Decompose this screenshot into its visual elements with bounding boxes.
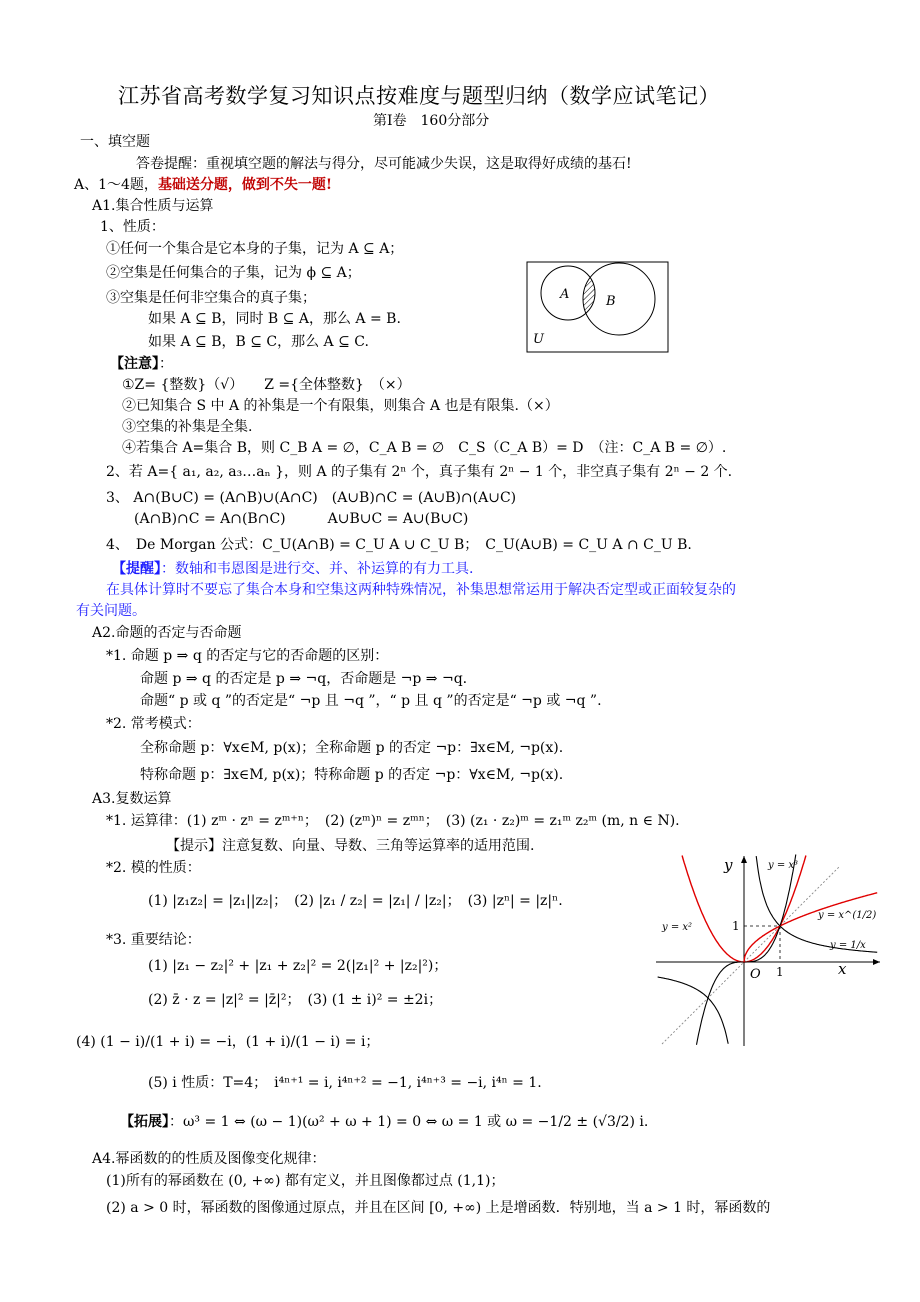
- label-x-squared: y = x²: [662, 922, 693, 933]
- a2-heading: A2.命题的否定与否命题: [92, 625, 242, 641]
- answer-tip: 答卷提醒：重视填空题的解法与得分，尽可能减少失误，这是取得好成绩的基石!: [136, 156, 632, 172]
- note-title: 【注意】: [110, 356, 159, 372]
- remind-line: [112, 561, 473, 578]
- a3-heading: A3.复数运算: [92, 791, 172, 807]
- note-2: ②已知集合 S 中 A 的补集是一个有限集，则集合 A 也是有限集.（×）: [122, 398, 559, 414]
- a3-hint: 【提示】注意复数、向量、导数、三角等运算率的适用范围.: [166, 838, 535, 854]
- set-b-label: B: [606, 294, 616, 309]
- a3-modulus: (1) |z₁z₂| = |z₁||z₂|； (2) |z₁ / z₂| = |z₁| / |z₂|； (3) |zⁿ| = |z|ⁿ.: [148, 893, 563, 909]
- subset-count: 2、若 A={ a₁, a₂, a₃…aₙ }，则 A 的子集有 2ⁿ 个，真子集有 2ⁿ − 1 个，非空真子集有 2ⁿ − 2 个.: [106, 464, 733, 480]
- part-a-emphasis: 基础送分题，做到不失一题!: [157, 177, 333, 193]
- a3-conclusion-2: (2) z̄ · z = |z|² = |z̄|²； (3) (1 ± i)² = ±2i；: [148, 992, 443, 1008]
- a2-line-1: 命题 p ⇒ q 的否定是 p ⇒ ¬q，否命题是 ¬p ⇒ ¬q.: [140, 671, 468, 687]
- set-laws-2: (A∩B)∩C = A∩(B∩C) A∪B∪C = A∪(B∪C): [134, 511, 469, 527]
- a2-item-1: *1. 命题 p ⇒ q 的否定与它的否命题的区别：: [106, 648, 389, 664]
- a2-line-3: 全称命题 p：∀x∈M, p(x)；全称命题 p 的否定 ¬p：∃x∈M, ¬p(x).: [140, 740, 564, 756]
- a3-conclusion-4: (4) (1 − i)/(1 + i) = −i，(1 + i)/(1 − i) = i；: [76, 1034, 380, 1050]
- curve-x-cubed: [697, 855, 799, 1045]
- subtitle: 第Ⅰ卷 160分部分: [373, 113, 490, 129]
- a3-item-1: *1. 运算律：(1) zᵐ · zⁿ = zᵐ⁺ⁿ； (2) (zᵐ)ⁿ = zᵐⁿ； (3) (z₁ · z₂)ᵐ = z₁ᵐ z₂ᵐ (m, n ∈ N).: [106, 813, 680, 829]
- remind-line-3: 有关问题。: [76, 603, 146, 619]
- set-a-label: A: [560, 287, 570, 302]
- label-x-cubed: y = x³: [768, 860, 799, 871]
- venn-diagram: [526, 261, 670, 353]
- a3-item-3: *3. 重要结论：: [106, 932, 201, 948]
- a1-line-3: ③空集是任何非空集合的真子集；: [106, 290, 316, 306]
- note-4: ④若集合 A=集合 B，则 C_B A = ∅，C_A B = ∅ C_S（C_A B）= D （注：C_A B = ∅）.: [122, 440, 727, 456]
- universal-label: U: [533, 332, 544, 347]
- remind-text: ：数轴和韦恩图是进行交、并、补运算的有力工具.: [161, 561, 474, 577]
- a1-heading: A1.集合性质与运算: [92, 198, 214, 214]
- extension-text: ：ω³ = 1 ⇔ (ω − 1)(ω² + ω + 1) = 0 ⇔ ω = 1 或 ω = −1/2 ± (√3/2) i.: [169, 1114, 649, 1130]
- power-function-graph: [654, 850, 886, 1050]
- x-axis-arrow: [873, 959, 880, 965]
- label-inverse: y = 1/x: [830, 940, 866, 951]
- note-1: ①Z= {整数}（√） Z ={全体整数} （×）: [122, 377, 411, 393]
- part-a-prefix: A、1～4题，: [74, 177, 158, 193]
- y-axis-arrow: [741, 856, 747, 863]
- de-morgan: 4、 De Morgan 公式：C_U(A∩B) = C_U A ∪ C_U B； C_U(A∪B) = C_U A ∩ C_U B.: [106, 537, 692, 553]
- remind-line-2: 在具体计算时不要忘了集合本身和空集这两种特殊情况，补集思想常运用于解决否定型或正面较复杂的: [106, 582, 736, 598]
- a1-property-label: 1、性质：: [100, 219, 165, 235]
- section-heading: 一、填空题: [80, 134, 150, 150]
- a1-line-2: ②空集是任何集合的子集，记为 ϕ ⊆ A；: [106, 265, 361, 281]
- identity-line: [662, 866, 840, 1044]
- a2-line-4: 特称命题 p：∃x∈M, p(x)；特称命题 p 的否定 ¬p：∀x∈M, ¬p(x).: [140, 767, 564, 783]
- label-sqrt: y = x^(1/2): [818, 910, 877, 921]
- note-heading: [110, 356, 173, 373]
- a4-heading: A4.幂函数的的性质及图像变化规律：: [92, 1151, 326, 1167]
- a1-line-4: 如果 A ⊆ B，同时 B ⊆ A，那么 A = B.: [148, 311, 401, 327]
- x-one-label: 1: [776, 965, 784, 979]
- part-a-heading: [74, 177, 332, 194]
- a3-conclusion-5: (5) i 性质：T=4； i⁴ⁿ⁺¹ = i, i⁴ⁿ⁺² = −1, i⁴ⁿ⁺³ = −i, i⁴ⁿ = 1.: [148, 1075, 542, 1091]
- extension-title: 【拓展】: [120, 1114, 169, 1130]
- a3-item-2: *2. 模的性质：: [106, 860, 201, 876]
- note-colon: ：: [159, 356, 173, 372]
- origin-label: O: [750, 967, 761, 982]
- a2-line-2: 命题“ p 或 q ”的否定是“ ¬p 且 ¬q ”，“ p 且 q ”的否定是“ ¬p 或 ¬q ”.: [140, 693, 602, 709]
- x-axis-label: x: [838, 960, 847, 978]
- y-axis-label: y: [724, 856, 733, 874]
- a3-extension: [120, 1114, 648, 1131]
- a4-line-1: (1)所有的幂函数在 (0, +∞) 都有定义，并且图像都过点 (1,1)；: [106, 1173, 505, 1189]
- remind-title: 【提醒】: [112, 561, 161, 577]
- a3-conclusion-1: (1) |z₁ − z₂|² + |z₁ + z₂|² = 2(|z₁|² + |z₂|²)；: [148, 958, 448, 974]
- set-laws-1: 3、 A∩(B∪C) = (A∩B)∪(A∩C) (A∪B)∩C = (A∪B)∩(A∪C): [106, 490, 517, 506]
- a1-line-5: 如果 A ⊆ B，B ⊆ C，那么 A ⊆ C.: [148, 334, 369, 350]
- a2-item-2: *2. 常考模式：: [106, 716, 201, 732]
- y-one-label: 1: [732, 919, 740, 933]
- page-title: 江苏省高考数学复习知识点按难度与题型归纳（数学应试笔记）: [118, 84, 720, 108]
- a4-line-2: (2) a > 0 时，幂函数的图像通过原点，并且在区间 [0, +∞) 上是增函数．特别地，当 a > 1 时，幂函数的: [106, 1200, 771, 1216]
- a1-line-1: ①任何一个集合是它本身的子集，记为 A ⊆ A；: [106, 241, 404, 257]
- note-3: ③空集的补集是全集.: [122, 419, 253, 435]
- curve-inverse-neg: [658, 977, 729, 1044]
